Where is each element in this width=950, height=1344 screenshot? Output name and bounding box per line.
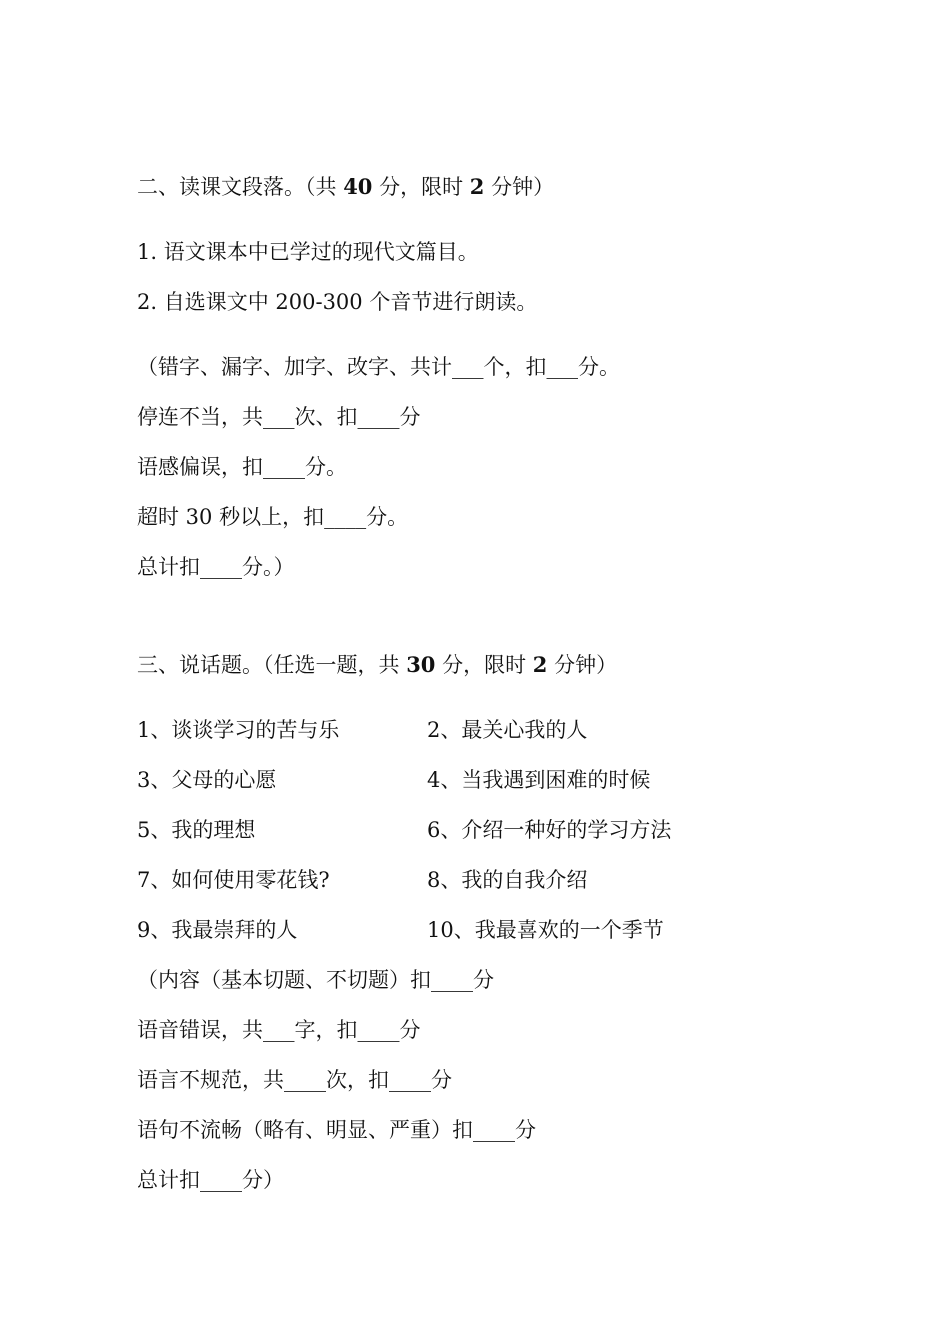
topic-item: 1、谈谈学习的苦与乐 bbox=[137, 718, 340, 742]
time-limit: 2 bbox=[532, 652, 548, 677]
section-3-scoring-line: 总计扣____分） bbox=[137, 1168, 284, 1192]
section-2-item-1: 1. 语文课本中已学过的现代文篇目。 bbox=[137, 240, 479, 264]
title-text: 分钟） bbox=[484, 175, 555, 199]
topic-item: 7、如何使用零花钱? bbox=[137, 868, 330, 892]
topic-item: 2、最关心我的人 bbox=[427, 718, 588, 742]
section-3-scoring-line: 语言不规范，共____次，扣____分 bbox=[137, 1068, 452, 1092]
total-score: 30 bbox=[406, 652, 436, 677]
time-limit: 2 bbox=[469, 174, 485, 199]
topic-item: 6、介绍一种好的学习方法 bbox=[427, 818, 672, 842]
topic-item: 9、我最崇拜的人 bbox=[137, 918, 298, 942]
section-3-title bbox=[137, 652, 617, 678]
section-3-scoring-line: （内容（基本切题、不切题）扣____分 bbox=[137, 968, 494, 992]
topic-item: 5、我的理想 bbox=[137, 818, 256, 842]
section-2-scoring-line: 语感偏误，扣____分。 bbox=[137, 455, 347, 479]
title-text: 分，限时 bbox=[372, 175, 470, 199]
topic-item: 10、我最喜欢的一个季节 bbox=[427, 918, 664, 942]
section-2-scoring-line: 超时 30 秒以上，扣____分。 bbox=[137, 505, 409, 529]
topic-item: 8、我的自我介绍 bbox=[427, 868, 588, 892]
section-2-scoring-line: （错字、漏字、加字、改字、共计___个，扣___分。 bbox=[137, 355, 620, 379]
section-2-item-2: 2. 自选课文中 200-300 个音节进行朗读。 bbox=[137, 290, 538, 314]
section-2-title bbox=[137, 174, 554, 200]
total-score: 40 bbox=[343, 174, 373, 199]
section-3-scoring-line: 语音错误，共___字，扣____分 bbox=[137, 1018, 421, 1042]
topic-item: 4、当我遇到困难的时候 bbox=[427, 768, 651, 792]
title-text: 分，限时 bbox=[435, 653, 533, 677]
section-3-scoring-line: 语句不流畅（略有、明显、严重）扣____分 bbox=[137, 1118, 536, 1142]
section-2-scoring-line: 总计扣____分。） bbox=[137, 555, 295, 579]
topic-item: 3、父母的心愿 bbox=[137, 768, 277, 792]
title-text: 分钟） bbox=[547, 653, 618, 677]
title-text: 三、说话题。（任选一题，共 bbox=[137, 653, 407, 677]
section-2-scoring-line: 停连不当，共___次、扣____分 bbox=[137, 405, 421, 429]
title-text: 二、读课文段落。（共 bbox=[137, 175, 344, 199]
